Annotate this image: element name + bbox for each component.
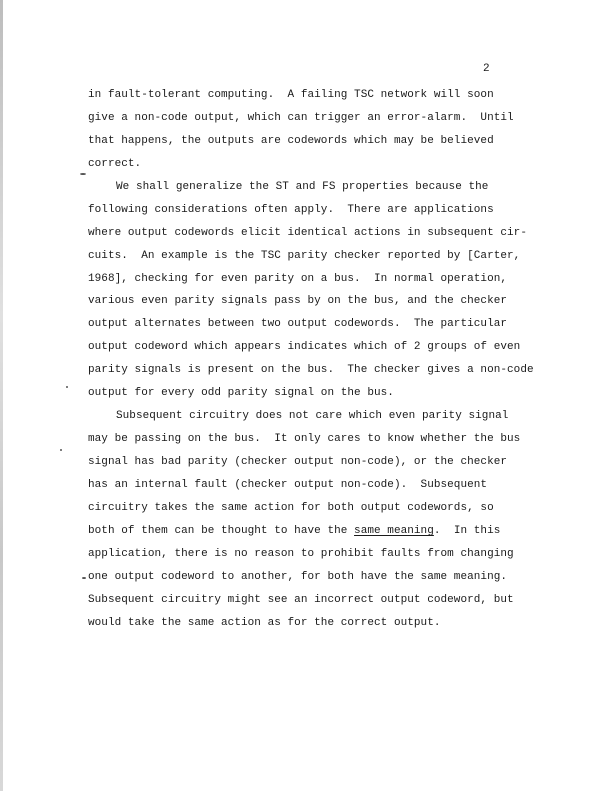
text-line: where output codewords elicit identical actions in subsequent cir-	[88, 226, 527, 239]
text-line: circuitry takes the same action for both output codewords, so	[88, 501, 494, 514]
text-line: in fault-tolerant computing. A failing TSC network will soon	[88, 89, 494, 101]
text-line: output alternates between two output codewords. The particular	[88, 318, 508, 331]
text-line: Subsequent circuitry might see an incorrect output codeword, but	[88, 593, 514, 606]
scan-speck	[82, 577, 86, 579]
emphasized-term: same meaning	[354, 524, 434, 537]
scan-speck	[60, 449, 62, 451]
text-line: 1968], checking for even parity on a bus. In normal operation,	[88, 272, 508, 285]
text-line: correct.	[88, 157, 142, 170]
text-segment: both of them can be thought to have the	[88, 524, 355, 537]
text-segment: . In this	[433, 524, 501, 537]
text-line: that happens, the outputs are codewords which may be believed	[88, 134, 494, 147]
body-text	[88, 84, 534, 635]
text-line: may be passing on the bus. It only cares to know whether the bus	[88, 433, 521, 446]
scan-speck	[80, 173, 86, 175]
text-line: output codeword which appears indicates which of 2 groups of even	[88, 341, 521, 354]
text-line: one output codeword to another, for both have the same meaning.	[88, 570, 508, 583]
text-line: has an internal fault (checker output non-code). Subsequent	[88, 478, 488, 491]
text-line: various even parity signals pass by on the bus, and the checker	[88, 295, 508, 308]
page-number: 2	[483, 63, 490, 75]
scan-speck	[66, 386, 68, 388]
text-line: Subsequent circuitry does not care which even parity signal	[116, 410, 509, 423]
text-line: We shall generalize the ST and FS properties because the	[116, 180, 489, 193]
text-line: would take the same action as for the correct output.	[88, 616, 441, 629]
text-line: output for every odd parity signal on the bus.	[88, 387, 394, 400]
text-line: following considerations often apply. There are applications	[88, 203, 494, 216]
text-line: signal has bad parity (checker output non-code), or the checker	[88, 456, 508, 468]
text-line: parity signals is present on the bus. The checker gives a non-code	[88, 364, 534, 377]
text-line: give a non-code output, which can trigger an error-alarm. Until	[88, 111, 514, 124]
scan-edge	[0, 0, 3, 791]
text-line-with-emphasis	[88, 520, 528, 543]
text-line: cuits. An example is the TSC parity checker reported by [Carter,	[88, 249, 521, 262]
text-line: application, there is no reason to prohibit faults from changing	[88, 547, 514, 560]
